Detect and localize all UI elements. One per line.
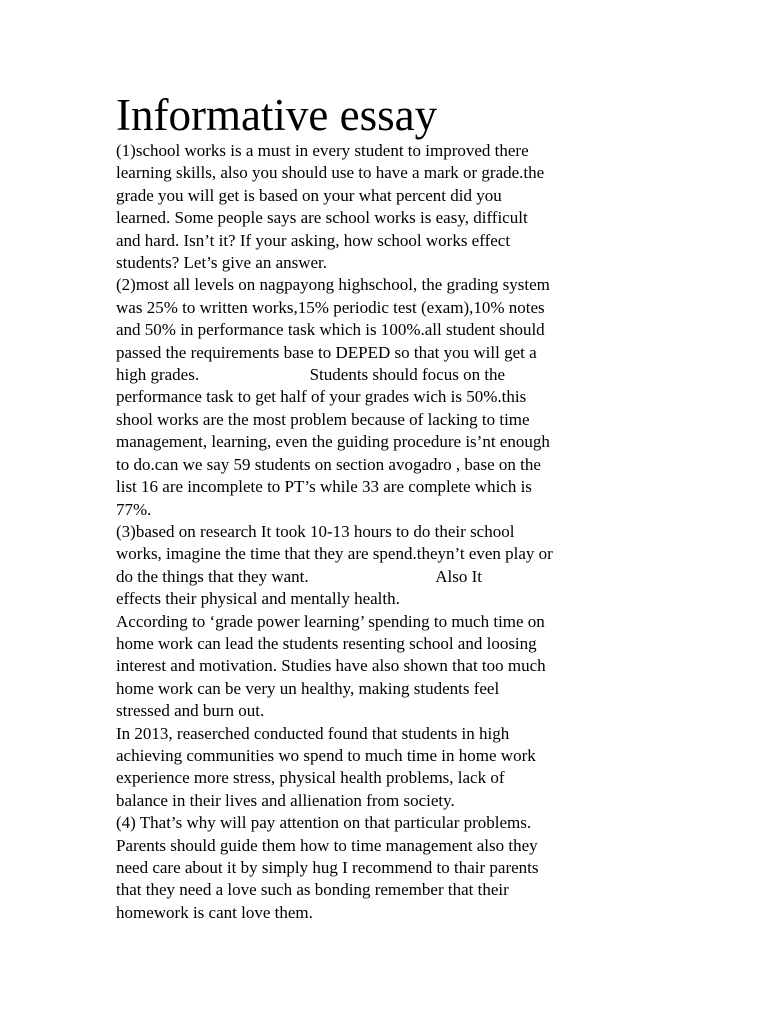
essay-line: (2)most all levels on nagpayong highschool, the grading system [116,275,550,295]
essay-line: (1)school works is a must in every student to improved there [116,141,529,160]
essay-line: to do.can we say 59 students on section avogadro , base on the [116,454,541,474]
essay-line: In 2013, reaserched conducted found that students in high [116,723,510,743]
essay-line: interest and motivation. Studies have also shown that too much [116,656,546,676]
essay-line: home work can be very un healthy, making students feel [116,678,500,698]
essay-line: shool works are the most problem because of lacking to time [116,409,530,429]
essay-line: achieving communities wo spend to much time in home work [116,745,536,765]
essay-line: management, learning, even the guiding procedure is’nt enough [116,432,550,452]
essay-line: stressed and burn out. [116,701,265,721]
essay-line: (4) That’s why will pay attention on that particular problems. [116,813,532,833]
essay-line: was 25% to written works,15% periodic test (exam),10% notes [116,297,545,317]
essay-line: and hard. Isn’t it? If your asking, how school works effect [116,230,511,250]
essay-line: home work can lead the students resenting school and loosing [116,633,537,653]
essay-line: list 16 are incomplete to PT’s while 33 are complete which is [116,477,532,497]
page-title: Informative essay [116,90,438,140]
essay-line: grade you will get is based on your what percent did you [116,185,502,205]
essay-line: need care about it by simply hug I recommend to thair parents [116,858,539,877]
essay-line: performance task to get half of your grades wich is 50%.this [116,387,527,407]
essay-line: passed the requirements base to DEPED so that you will get a [116,342,537,362]
essay-line: homework is cant love them. [116,902,313,922]
essay-line: 77%. [116,499,152,519]
essay-body [116,140,676,924]
essay-line: learning skills, also you should use to have a mark or grade.the [116,163,545,183]
essay-line: do the things that they want. Also It [116,566,482,586]
essay-line: According to ‘grade power learning’ spending to much time on [116,611,545,631]
essay-line: (3)based on research It took 10-13 hours to do their school [116,521,515,541]
essay-line: that they need a love such as bonding remember that their [116,880,509,900]
essay-line: and 50% in performance task which is 100%.all student should [116,320,545,340]
essay-line: learned. Some people says are school works is easy, difficult [116,208,528,228]
essay-line: students? Let’s give an answer. [116,253,328,273]
essay-line: high grades. Students should focus on the [116,365,506,385]
essay-line: effects their physical and mentally health. [116,589,400,609]
essay-line: balance in their lives and allienation from society. [116,790,455,810]
essay-line: works, imagine the time that they are spend.theyn’t even play or [116,544,553,564]
essay-line: experience more stress, physical health problems, lack of [116,768,505,788]
essay-line: Parents should guide them how to time management also they [116,835,538,855]
